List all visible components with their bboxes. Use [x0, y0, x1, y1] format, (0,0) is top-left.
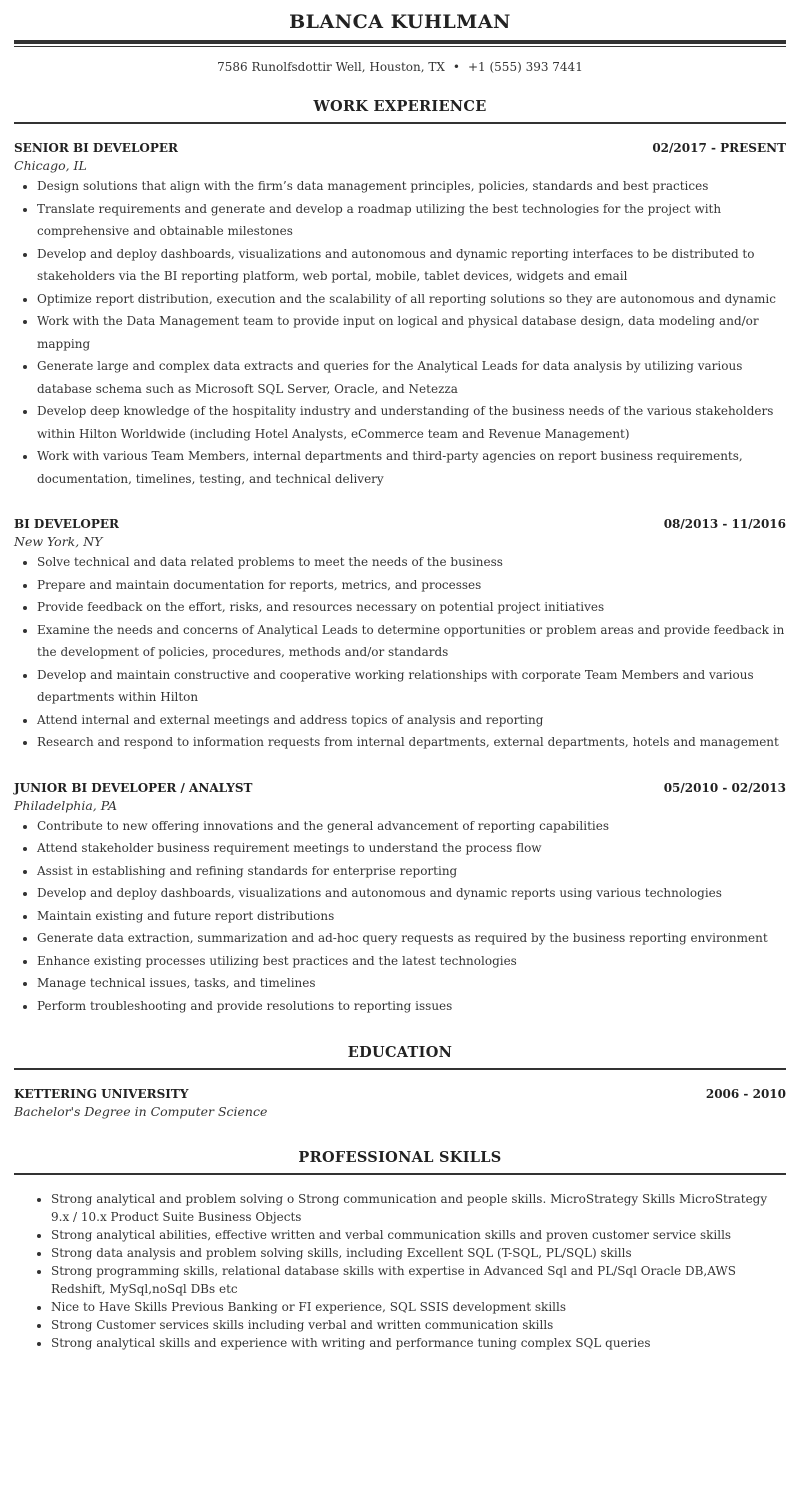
job-location: Philadelphia, PA	[14, 797, 118, 813]
job-bullets	[14, 551, 786, 754]
list-item: • Provide feedback on the effort, risks, and resources necessary on potential project initiatives	[37, 596, 786, 619]
job-entry	[14, 140, 786, 490]
list-item: • Maintain existing and future report distributions	[37, 905, 786, 928]
section-title-skills: PROFESSIONAL SKILLS	[298, 1149, 502, 1166]
skills-section	[14, 1148, 786, 1352]
candidate-name: BLANCA KUHLMAN	[289, 11, 511, 33]
list-item: • Develop deep knowledge of the hospitality industry and understanding of the business needs of the various stakeholders within Hilton Worldwide (including Hotel Analysts, eCommerce team and Revenue Management)	[37, 400, 786, 445]
list-item: • Develop and deploy dashboards, visualizations and autonomous and dynamic reports using various technologies	[37, 882, 786, 905]
job-bullets	[14, 175, 786, 490]
contact-line	[14, 58, 786, 76]
education-header	[14, 1086, 786, 1103]
job-entry	[14, 780, 786, 1018]
school-name: KETTERING UNIVERSITY	[14, 1087, 189, 1101]
job-location: New York, NY	[14, 534, 103, 549]
list-item: • Attend internal and external meetings and address topics of analysis and reporting	[37, 709, 786, 732]
job-header	[14, 140, 786, 157]
list-item: • Strong analytical abilities, effective written and verbal communication skills and proven customer service skills	[51, 1226, 786, 1244]
header-divider-thick	[14, 40, 786, 44]
list-item: • Develop and maintain constructive and cooperative working relationships with corporate Team Members and various departments within Hilton	[37, 664, 786, 709]
list-item: • Assist in establishing and refining standards for enterprise reporting	[37, 860, 786, 883]
list-item: • Strong analytical skills and experience with writing and performance tuning complex SQL queries	[51, 1334, 786, 1352]
education-section	[14, 1043, 786, 1121]
job-title: SENIOR BI DEVELOPER	[14, 141, 178, 155]
job-dates: 08/2013 - 11/2016	[663, 517, 786, 531]
list-item: • Generate data extraction, summarization and ad-hoc query requests as required by the business reporting environment	[37, 927, 786, 950]
list-item: • Work with various Team Members, internal departments and third-party agencies on report business requirements, documentation, timelines, testing, and technical delivery	[37, 445, 786, 490]
work-experience-section	[14, 97, 786, 1017]
list-item: • Design solutions that align with the firm’s data management principles, policies, standards and best practices	[37, 175, 786, 198]
job-bullets	[14, 815, 786, 1018]
list-item: • Prepare and maintain documentation for reports, metrics, and processes	[37, 574, 786, 597]
header-divider-thin	[14, 46, 786, 47]
skills-list	[14, 1190, 786, 1352]
section-title-work: WORK EXPERIENCE	[313, 98, 487, 115]
job-title: JUNIOR BI DEVELOPER / ANALYST	[14, 780, 253, 795]
contact-separator: •	[452, 60, 460, 74]
job-location: Chicago, IL	[14, 158, 87, 173]
section-title-education: EDUCATION	[347, 1044, 453, 1061]
list-item: • Strong programming skills, relational database skills with expertise in Advanced Sql and PL/Sql Oracle DB,AWS Redshift, MySql,noSql DBs etc	[51, 1262, 786, 1298]
list-item: • Optimize report distribution, execution and the scalability of all reporting solutions so they are autonomous and dynamic	[37, 288, 786, 311]
list-item: • Solve technical and data related problems to meet the needs of the business	[37, 551, 786, 574]
section-divider	[14, 1173, 786, 1175]
list-item: • Develop and deploy dashboards, visualizations and autonomous and dynamic reporting interfaces to be distributed to stakeholders via the BI reporting platform, web portal, mobile, tablet devices, widgets and email	[37, 243, 786, 288]
phone: +1 (555) 393 7441	[467, 60, 583, 74]
list-item: • Strong analytical and problem solving o Strong communication and people skills. MicroStrategy Skills MicroStrategy 9.x / 10.x Product Suite Business Objects	[51, 1190, 786, 1226]
degree: Bachelor's Degree in Computer Science	[14, 1104, 268, 1119]
job-dates: 05/2010 - 02/2013	[663, 780, 786, 795]
list-item: • Enhance existing processes utilizing best practices and the latest technologies	[37, 950, 786, 973]
section-divider	[14, 122, 786, 124]
list-item: • Strong Customer services skills including verbal and written communication skills	[51, 1316, 786, 1334]
list-item: • Research and respond to information requests from internal departments, external departments, hotels and management	[37, 731, 786, 754]
job-entry	[14, 516, 786, 754]
list-item: • Attend stakeholder business requirement meetings to understand the process flow	[37, 837, 786, 860]
job-header	[14, 780, 786, 797]
list-item: • Strong data analysis and problem solving skills, including Excellent SQL (T-SQL, PL/SQL) skills	[51, 1244, 786, 1262]
list-item: • Examine the needs and concerns of Analytical Leads to determine opportunities or problem areas and provide feedback in the development of policies, procedures, methods and/or standards	[37, 619, 786, 664]
address: 7586 Runolfsdottir Well, Houston, TX	[217, 60, 445, 74]
education-entry	[14, 1086, 786, 1121]
job-header	[14, 516, 786, 533]
section-divider	[14, 1068, 786, 1070]
list-item: • Manage technical issues, tasks, and timelines	[37, 972, 786, 995]
job-dates: 02/2017 - PRESENT	[652, 141, 786, 155]
list-item: • Work with the Data Management team to provide input on logical and physical database design, data modeling and/or mapping	[37, 310, 786, 355]
education-dates: 2006 - 2010	[705, 1087, 786, 1101]
job-title: BI DEVELOPER	[14, 517, 119, 531]
list-item: • Translate requirements and generate and develop a roadmap utilizing the best technologies for the project with comprehensive and obtainable milestones	[37, 198, 786, 243]
list-item: • Generate large and complex data extracts and queries for the Analytical Leads for data analysis by utilizing various database schema such as Microsoft SQL Server, Oracle, and Netezza	[37, 355, 786, 400]
resume-page	[14, 0, 786, 1352]
list-item: • Perform troubleshooting and provide resolutions to reporting issues	[37, 995, 786, 1018]
list-item: • Contribute to new offering innovations and the general advancement of reporting capabilities	[37, 815, 786, 838]
list-item: • Nice to Have Skills Previous Banking or FI experience, SQL SSIS development skills	[51, 1298, 786, 1316]
